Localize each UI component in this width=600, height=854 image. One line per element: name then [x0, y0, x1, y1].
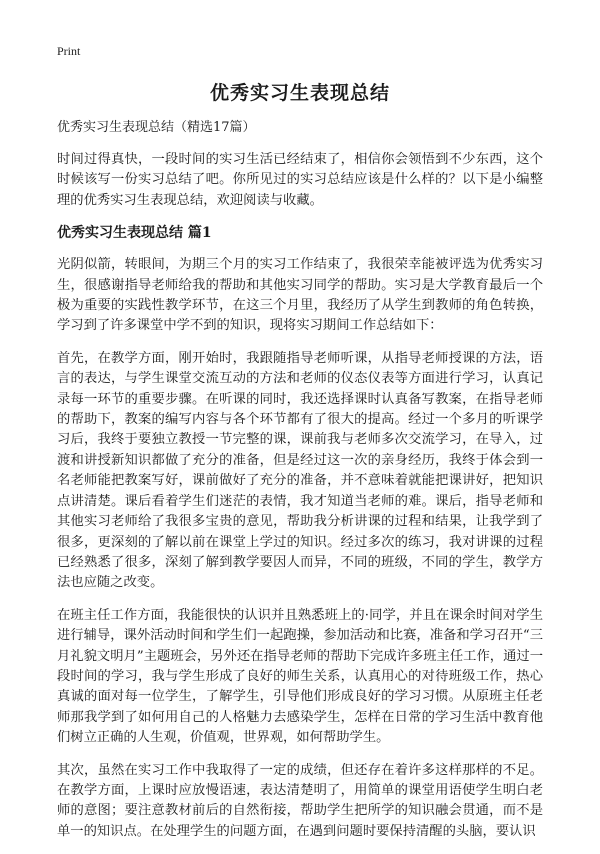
body-paragraph: 其次，虽然在实习工作中我取得了一定的成绩，但还存在着许多这样那样的不足。在教学方面，上课时应放慢语速，表达清楚明了，用简单的课堂用语使学生明白老师的意图；要注意教材前后的自然衔接，帮助学生把所学的知识融会贯通，而不是单一的知识点。在处理学生的问题方面，在遇到问题时要保持清醒的头脑，要认识	[57, 762, 543, 839]
body-paragraph: 首先，在教学方面，刚开始时，我跟随指导老师听课，从指导老师授课的方法，语言的表达，与学生课堂交流互动的方法和老师的仪态仪表等方面进行学习，认真记录每一环节的重要步骤。在听课的同时，我还选择课时认真备写教案，在指导老师的帮助下，教案的编写内容与各个环节都有了很大的提高。经过一个多月的听课学习后，我终于要独立教授一节完整的课，课前我与老师多次交流学习，在导入，过渡和讲授新知识都做了充分的准备，但是经过这一次的亲身经历，我终于体会到一名老师能把教案写好，课前做好了充分的准备，并不意味着就能把课讲好，把知识点讲清楚。课后看着学生们迷茫的表情，我才知道当老师的难。课后，指导老师和其他实习老师给了我很多宝贵的意见，帮助我分析讲课的过程和结果，让我学到了很多，更深刻的了解以前在课堂上学过的知识。经过多次的练习，我对讲课的过程已经熟悉了很多，深刻了解到教学要因人而异，不同的班级，不同的学生，教学方法也应随之改变。	[57, 350, 543, 591]
body-paragraph: 在班主任工作方面，我能很快的认识并且熟悉班上的·同学，并且在课余时间对学生进行辅导，课外活动时间和学生们一起跑操，参加活动和比赛，准备和学习召开“三月礼貌文明月”主题班会，另外还在指导老师的帮助下完成许多班主任工作，通过一段时间的学习，我与学生形成了良好的师生关系，认真用心的对待班级工作，热心真诚的面对每一位学生，了解学生，引导他们形成良好的学习习惯。从原班主任老师那我学到了如何用自己的人格魅力去感染学生，怎样在日常的学习生活中教育他们树立正确的人生观，价值观，世界观，如何帮助学生。	[57, 607, 543, 746]
page-title: 优秀实习生表现总结	[209, 82, 390, 104]
section-heading: 优秀实习生表现总结 篇1	[57, 225, 212, 242]
body-paragraph: 光阴似箭，转眼间，为期三个月的实习工作结束了，我很荣幸能被评选为优秀实习生，很感谢指导老师给我的帮助和其他实习同学的帮助。实习是大学教育最后一个极为重要的实践性教学环节，在这三个月里，我经历了从学生到教师的角色转换，学习到了许多课堂中学不到的知识，现将实习期间工作总结如下：	[57, 257, 543, 334]
print-label: Print	[57, 44, 81, 58]
document-body	[57, 118, 543, 854]
intro-paragraph: 时间过得真快，一段时间的实习生活已经结束了，相信你会领悟到不少东西，这个时候该写一份实习总结了吧。你所见过的实习总结应该是什么样的？以下是小编整理的优秀实习生表现总结，欢迎阅读与收藏。	[57, 152, 543, 208]
document-subtitle: 优秀实习生表现总结（精选17篇）	[57, 120, 256, 135]
